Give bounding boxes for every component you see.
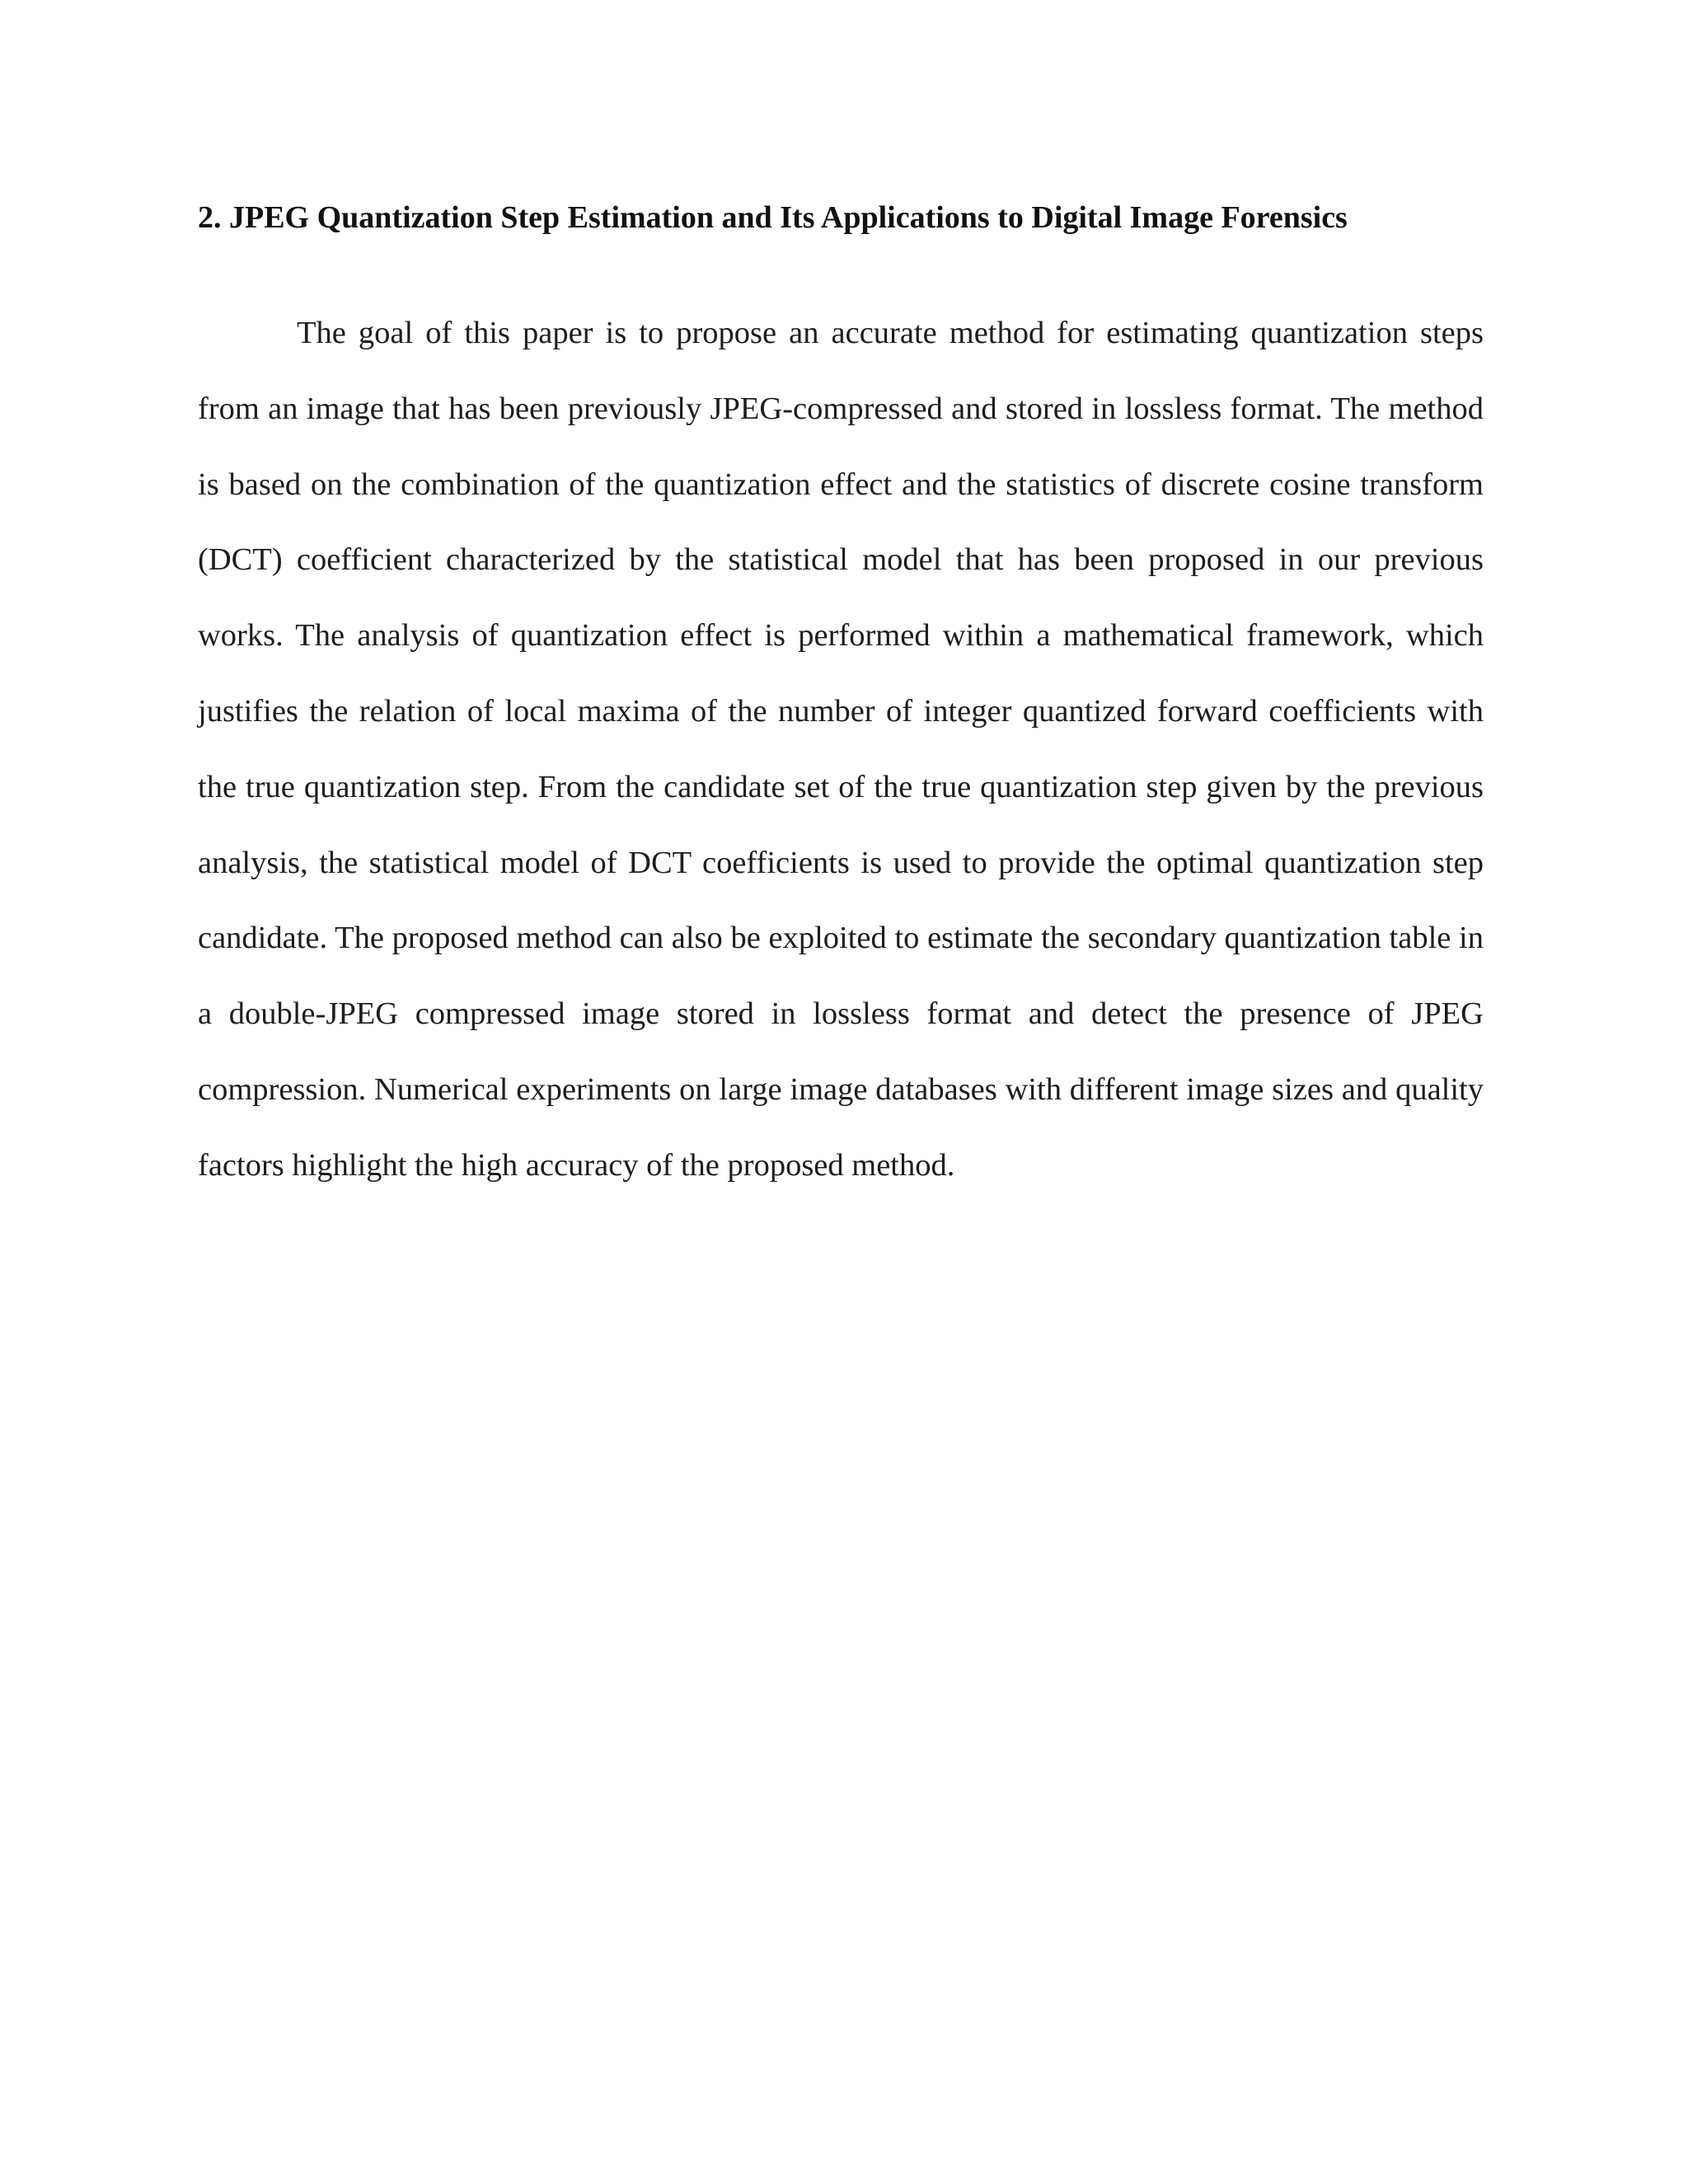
abstract-paragraph: The goal of this paper is to propose an accurate method for estimating quantization steps from an image that has been previously JPEG-compressed and stored in lossless format. The method is based on the combination of the quantization effect and the statistics of discrete cosine transform (DCT) coefficient characterized by the statistical model that has been proposed in our previous works. The analysis of quantization effect is performed within a mathematical framework, which justifies the relation of local maxima of the number of integer quantized forward coefficients with the true quantization step. From the candidate set of the true quantization step given by the previous analysis, the statistical model of DCT coefficients is used to provide the optimal quantization step candidate. The proposed method can also be exploited to estimate the secondary quantization table in a double-JPEG compressed image stored in lossless format and detect the presence of JPEG compression. Numerical experiments on large image databases with different image sizes and quality factors highlight the high accuracy of the proposed method. [198,316,1484,1183]
section-heading: 2. JPEG Quantization Step Estimation and Its Applications to Digital Image Forensics [198,200,1348,235]
